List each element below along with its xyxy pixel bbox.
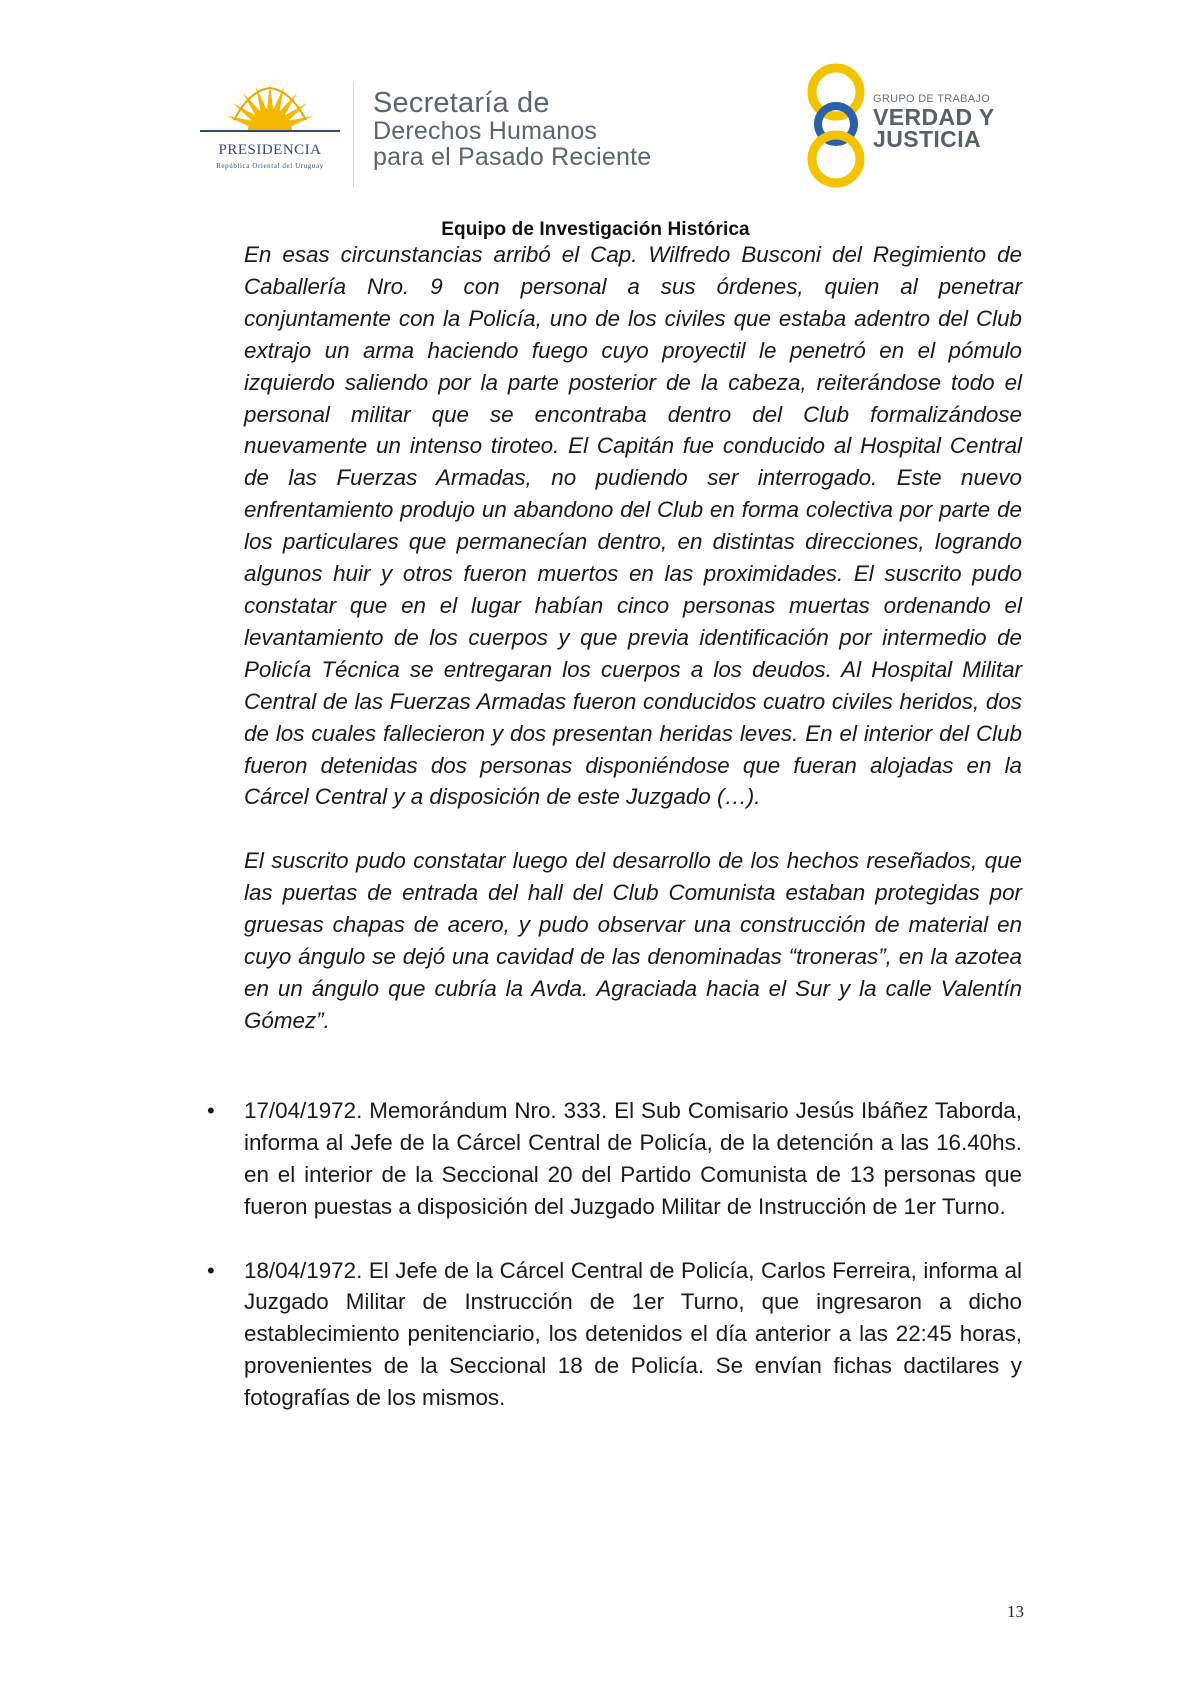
justicia-text: JUSTICIA xyxy=(873,126,981,152)
quote-paragraph-1: En esas circunstancias arribó el Cap. Wilfredo Busconi del Regimiento de Caballería Nro. 9 con personal a sus órdenes, quien al penetrar conjuntamente con la Policía, uno de los civiles que estaba adentro del Club extrajo un arma haciendo fuego cuyo proyectil le penetró en el pómulo izquierdo saliendo por la parte posterior de la cabeza, reiterándose todo el personal militar que se encontraba dentro del Club formalizándose nuevamente un intenso tiroteo. El Capitán fue conducido al Hospital Central de las Fuerzas Armadas, no pudiendo ser interrogado. Este nuevo enfrentamiento produjo un abandono del Club en forma colectiva por parte de los particulares que permanecían dentro, en distintas direcciones, logrando algunos huir y otros fueron muertos en las proximidades. El suscrito pudo constatar que en el lugar habían cinco personas muertas ordenando el levantamiento de los cuerpos y que previa identificación por intermedio de Policía Técnica se entregaran los cuerpos a los deudos. Al Hospital Militar Central de las Fuerzas Armadas fueron conducidos cuatro civiles heridos, dos de los cuales fallecieron y dos presentan heridas leves. En el interior del Club fueron detenidas dos personas disponiéndose que fueran alojadas en la Cárcel Central y a disposición de este Juzgado (…). xyxy=(244,242,1022,810)
page-header xyxy=(195,62,1015,192)
presidencia-name: PRESIDENCIA xyxy=(218,142,322,158)
page-number: 13 xyxy=(1007,1602,1024,1621)
verdad-justicia-rings-icon xyxy=(803,62,873,190)
verdad-justicia-label xyxy=(873,93,1023,150)
grupo-de-trabajo-text: GRUPO DE TRABAJO xyxy=(873,93,991,105)
list-item xyxy=(207,1255,1022,1415)
chronology-list xyxy=(207,1095,1022,1446)
secretaria-line-1: Secretaría de xyxy=(373,87,550,119)
secretaria-line-3: para el Pasado Reciente xyxy=(373,143,652,171)
list-item xyxy=(207,1095,1022,1223)
team-title: Equipo de Investigación Histórica xyxy=(441,219,750,240)
sun-emblem-icon xyxy=(195,82,345,142)
quoted-testimony xyxy=(244,239,1022,1069)
header-divider xyxy=(353,82,354,187)
list-item-text: 17/04/1972. Memorándum Nro. 333. El Sub Comisario Jesús Ibáñez Taborda, informa al Jefe de la Cárcel Central de Policía, de la detención a las 16.40hs. en el interior de la Seccional 20 del Partido Comunista de 13 personas que fueron puestas a disposición del Juzgado Militar de Instrucción de 1er Turno. xyxy=(244,1098,1022,1219)
verdad-justicia-logo xyxy=(803,62,1023,190)
verdad-y-text: VERDAD Y xyxy=(873,104,995,130)
secretaria-line-2: Derechos Humanos xyxy=(373,117,598,145)
bullet-marker: • xyxy=(207,1257,215,1283)
quote-paragraph-2: El suscrito pudo constatar luego del desarrollo de los hechos reseñados, que las puertas de entrada del hall del Club Comunista estaban protegidas por gruesas chapas de acero, y pudo observar una construcción de material en cuyo ángulo se dejó una cavidad de las denominadas “troneras”, en la azotea en un ángulo que cubría la Avda. Agraciada hacia el Sur y la calle Valentín Gómez”. xyxy=(244,848,1022,1033)
bullet-marker: • xyxy=(207,1098,215,1123)
secretaria-logo-text xyxy=(373,88,693,170)
list-item-text: 18/04/1972. El Jefe de la Cárcel Central de Policía, Carlos Ferreira, informa al Juzgado Militar de Instrucción de 1er Turno, que ingresaron a dicho establecimiento penitenciario, los detenidos el día anterior a las 22:45 horas, provenientes de la Seccional 18 de Policía. Se envían fichas dactilares y fotografías de los mismos. xyxy=(244,1257,1022,1411)
presidencia-logo xyxy=(195,82,345,192)
presidencia-subtitle: República Oriental del Uruguay xyxy=(216,162,324,170)
